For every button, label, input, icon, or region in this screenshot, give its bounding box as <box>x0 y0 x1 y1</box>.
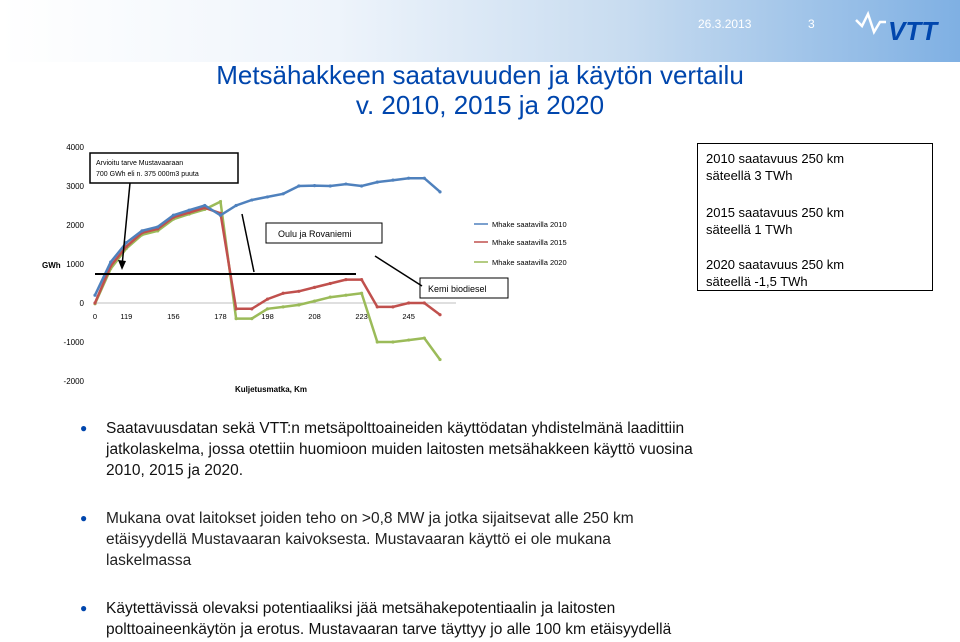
bullet-3-text: Käytettävissä olevaksi potentiaaliksi jää metsähakepotentiaalin ja laitosten polttoaineenkäytön ja erotus. Mustavaaran tarve täyttyy jo alle 100 km etäisyydellä <box>106 600 672 638</box>
series-point-2020 <box>282 305 285 308</box>
series-point-2015 <box>93 301 96 304</box>
series-point-2010 <box>109 260 112 263</box>
series-point-2020 <box>219 200 222 203</box>
scenario-2015-line-1: 2015 saatavuus 250 km <box>706 205 845 220</box>
x-tick-label: 178 <box>214 312 227 321</box>
series-point-2010 <box>172 214 175 217</box>
series-point-2010 <box>235 204 238 207</box>
series-point-2010 <box>156 225 159 228</box>
series-point-2015 <box>282 292 285 295</box>
y-tick-label: 2000 <box>66 221 84 230</box>
series-point-2020 <box>391 340 394 343</box>
bullet-dot: ● <box>80 511 88 525</box>
series-point-2010 <box>266 195 269 198</box>
scenario-2010 <box>706 150 844 184</box>
bullet-1-text: Saatavuusdatan sekä VTT:n metsäpolttoaineiden käyttödatan yhdistelmänä laadittiin jatkolaskelma, jossa otettiin huomioon muiden laitosten metsähakkeen käyttö vuosina 2010, 2015 ja 2020. <box>106 420 693 479</box>
legend <box>474 220 567 267</box>
scenario-2020-line-2: säteellä -1,5 TWh <box>706 274 808 289</box>
x-tick-label: 208 <box>308 312 321 321</box>
series-point-2010 <box>407 177 410 180</box>
y-tick-label: -1000 <box>63 338 84 347</box>
y-tick-label: 1000 <box>66 260 84 269</box>
x-tick-label: 119 <box>120 312 133 321</box>
oulu-arrow <box>242 214 254 272</box>
x-tick-label: 223 <box>355 312 368 321</box>
series-point-2015 <box>376 305 379 308</box>
legend-label-2020: Mhake saatavilla 2020 <box>492 258 567 267</box>
need-arrowhead <box>118 260 126 270</box>
series-point-2015 <box>266 298 269 301</box>
series-point-2015 <box>250 307 253 310</box>
y-tick-label: -2000 <box>63 377 84 386</box>
series-point-2010 <box>282 192 285 195</box>
scenario-2020 <box>706 256 844 290</box>
y-tick-label: 4000 <box>66 143 84 152</box>
series-point-2010 <box>219 214 222 217</box>
page-number: 3 <box>808 17 815 31</box>
scenario-2010-line-1: 2010 saatavuus 250 km <box>706 151 845 166</box>
availability-chart <box>30 138 567 400</box>
series-point-2010 <box>93 294 96 297</box>
series-point-2010 <box>297 184 300 187</box>
slide-date: 26.3.2013 <box>698 17 752 31</box>
header-band <box>0 0 960 62</box>
scenario-2010-line-2: säteellä 3 TWh <box>706 168 793 183</box>
series-point-2020 <box>407 338 410 341</box>
need-text-line-1: Arvioitu tarve Mustavaaraan <box>96 160 184 167</box>
series-point-2010 <box>391 179 394 182</box>
x-tick-label: 245 <box>402 312 415 321</box>
need-arrow <box>122 183 130 266</box>
y-tick-label: 0 <box>79 299 84 308</box>
bullet-2-text: Mukana ovat laitokset joiden teho on >0,8 MW ja jotka sijaitsevat alle 250 km etäisyydellä Mustavaaran kaivoksesta. Mustavaaran käyttö ei ole mukana laskelmassa <box>106 510 634 569</box>
series-point-2010 <box>329 184 332 187</box>
series-point-2020 <box>329 296 332 299</box>
series-point-2020 <box>313 299 316 302</box>
series-point-2020 <box>266 307 269 310</box>
series-point-2015 <box>423 301 426 304</box>
series-point-2020 <box>344 294 347 297</box>
series-point-2010 <box>187 209 190 212</box>
scenario-box <box>697 143 933 291</box>
series-point-2010 <box>313 184 316 187</box>
y-axis-label: GWh <box>42 261 61 270</box>
legend-label-2015: Mhake saatavilla 2015 <box>492 238 567 247</box>
x-axis-label: Kuljetusmatka, Km <box>235 385 308 394</box>
series-point-2010 <box>376 181 379 184</box>
scenario-2020-line-1: 2020 saatavuus 250 km <box>706 257 845 272</box>
series-point-2015 <box>407 301 410 304</box>
series-point-2010 <box>140 229 143 232</box>
series-point-2015 <box>235 307 238 310</box>
series-point-2020 <box>423 337 426 340</box>
x-tick-label: 198 <box>261 312 274 321</box>
series-point-2010 <box>344 182 347 185</box>
series-point-2010 <box>360 184 363 187</box>
series-point-2015 <box>360 278 363 281</box>
kemi-label: Kemi biodiesel <box>428 284 487 294</box>
bullet-dot: ● <box>80 421 88 435</box>
series-point-2010 <box>250 198 253 201</box>
x-tick-label: 0 <box>92 312 98 321</box>
bullet-dot: ● <box>80 601 88 615</box>
series-point-2020 <box>360 292 363 295</box>
x-tick-label: 156 <box>167 312 180 321</box>
series-point-2020 <box>438 358 441 361</box>
series-point-2015 <box>297 290 300 293</box>
vtt-logo <box>852 6 952 46</box>
chart-series <box>93 177 441 362</box>
kemi-arrow <box>375 256 422 286</box>
series-point-2020 <box>250 317 253 320</box>
series-point-2015 <box>329 282 332 285</box>
scenario-2015 <box>706 204 844 238</box>
title-line-1: Metsähakkeen saatavuuden ja käytön vertailu <box>216 60 744 90</box>
title-line-2: v. 2010, 2015 ja 2020 <box>355 90 605 120</box>
series-point-2010 <box>438 190 441 193</box>
series-point-2020 <box>235 317 238 320</box>
y-axis <box>64 143 85 386</box>
legend-label-2010: Mhake saatavilla 2010 <box>492 220 567 229</box>
kemi-annotation <box>375 256 508 298</box>
series-point-2015 <box>344 278 347 281</box>
y-tick-label: 3000 <box>66 182 84 191</box>
series-point-2010 <box>125 241 128 244</box>
series-point-2015 <box>391 305 394 308</box>
series-point-2010 <box>203 204 206 207</box>
scenario-2015-line-2: säteellä 1 TWh <box>706 222 793 237</box>
oulu-label: Oulu ja Rovaniemi <box>278 229 352 239</box>
series-point-2015 <box>438 313 441 316</box>
vtt-logo-text: VTT <box>888 16 938 46</box>
page-title <box>0 60 960 120</box>
need-box <box>90 153 238 183</box>
need-text-line-2: 700 GWh eli n. 375 000m3 puuta <box>96 171 199 178</box>
oulu-annotation <box>242 214 382 272</box>
series-point-2010 <box>423 177 426 180</box>
series-point-2020 <box>297 303 300 306</box>
series-point-2020 <box>376 340 379 343</box>
series-point-2015 <box>313 286 316 289</box>
